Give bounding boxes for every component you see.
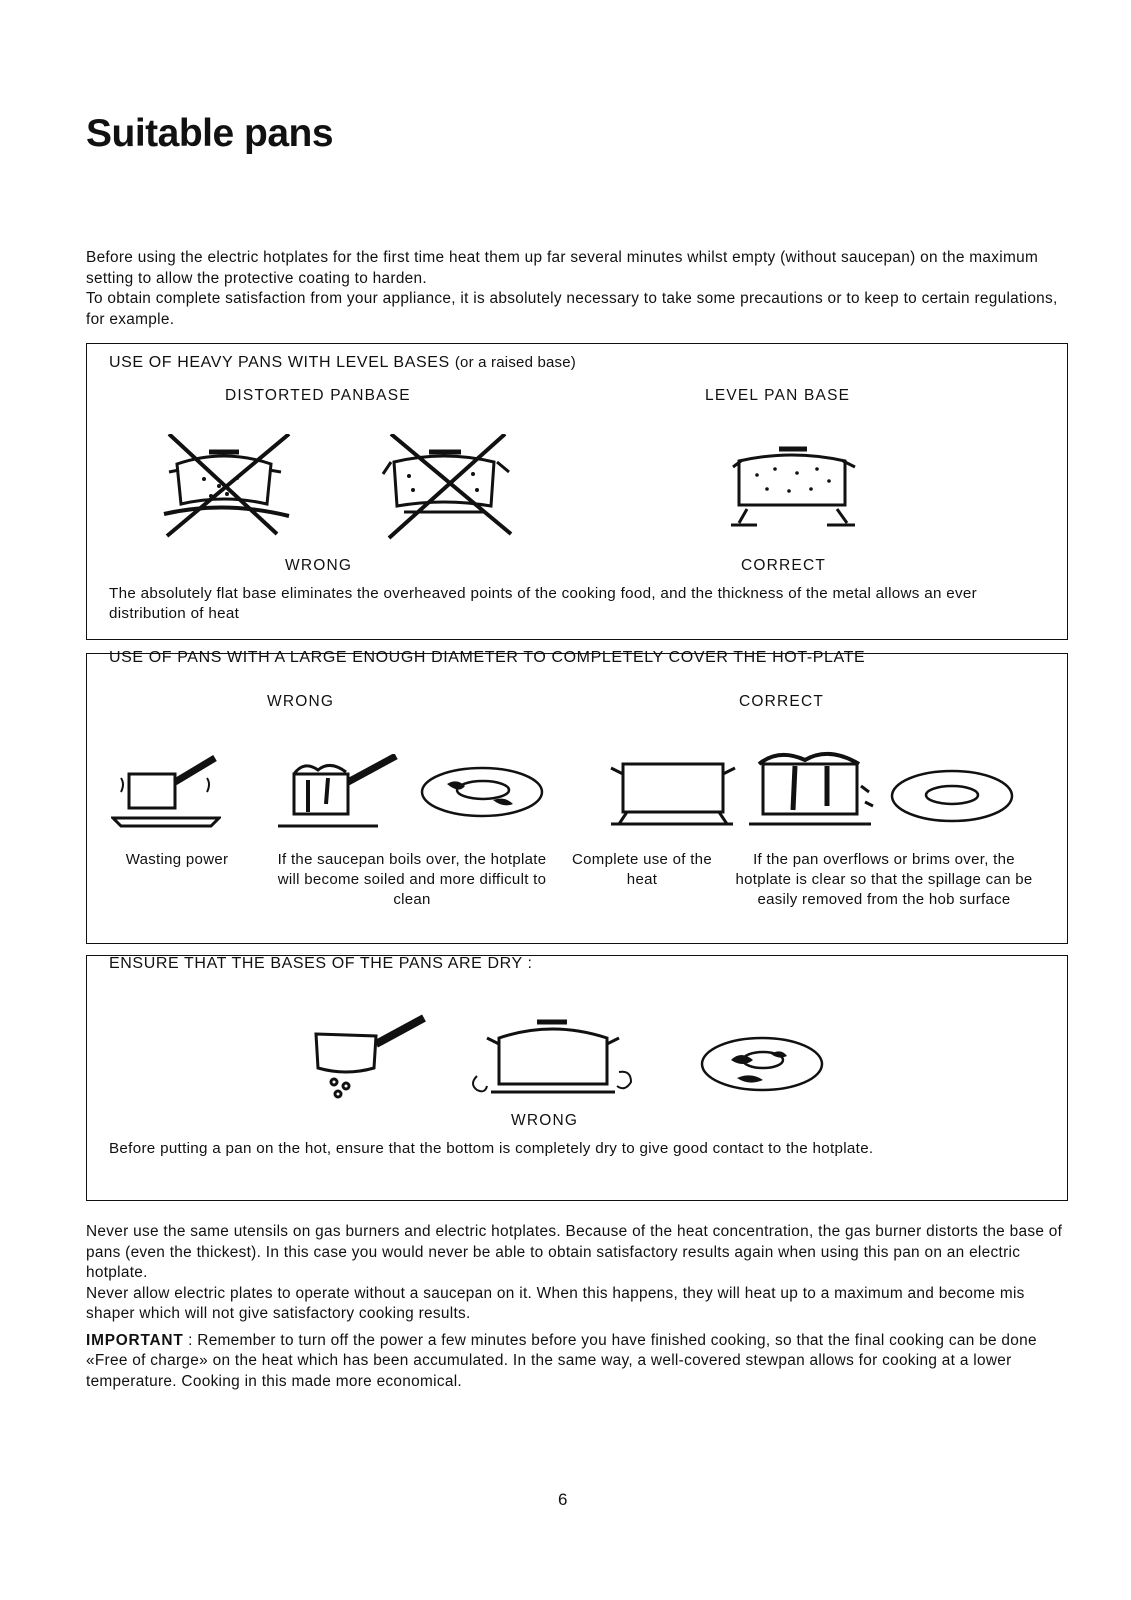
- intro-paragraph: Before using the electric hotplates for the first time heat them up far several minutes whilst empty (without saucepan) on the maximum setting to allow the protective coating to harden.: [86, 249, 1039, 287]
- section-heading-sub: (or a raised base): [454, 354, 576, 371]
- large-pan-overflow-icon: [735, 746, 885, 836]
- verdict-wrong: WRONG: [511, 1112, 579, 1129]
- caption-wasting-power: Wasting power: [125, 851, 229, 868]
- footer-paragraph: Never use the same utensils on gas burners and electric hotplates. Because of the heat concentration, the gas burner distorts the base of pans (even the thickest). In this case you would never be able to obtain satisfactory results again when using this pan on an electric hotplate.: [86, 1223, 1063, 1281]
- label-level: LEVEL PAN BASE: [705, 387, 851, 404]
- distorted-pan-wrong-icon: [149, 434, 299, 544]
- small-pan-wasting-icon: [111, 752, 221, 830]
- intro-paragraph: To obtain complete satisfaction from your appliance, it is absolutely necessary to take some precautions or to keep to certain regulations, for example.: [86, 290, 1058, 328]
- section-heading-main: USE OF HEAVY PANS WITH LEVEL BASES: [109, 354, 450, 371]
- caption-complete-use: Complete use of the heat: [572, 851, 712, 888]
- large-pan-correct-icon: [597, 754, 747, 834]
- section-description: The absolutely flat base eliminates the overheaved points of the cooking food, and the thickness of the metal allows an ever distribution of heat: [109, 585, 977, 622]
- verdict-wrong: WRONG: [285, 557, 353, 574]
- wet-saucepan-icon: [312, 1014, 432, 1104]
- verdict-correct: CORRECT: [741, 557, 827, 574]
- section-pan-diameter: [86, 649, 1068, 944]
- level-pan-correct-icon: [717, 439, 867, 534]
- pan-boils-over-icon: [272, 754, 407, 832]
- section-heading: [109, 352, 576, 373]
- section-heading: USE OF PANS WITH A LARGE ENOUGH DIAMETER TO COMPLETELY COVER THE HOT-PLATE: [109, 649, 866, 666]
- important-text: : Remember to turn off the power a few minutes before you have finished cooking, so that the final cooking can be done «Free of charge» on the heat which has been accumulated. In the same way, a well-covered stewpan allows for cooking at a lower temperature. Cooking in this made more economical.: [86, 1331, 1037, 1390]
- label-wrong: WRONG: [267, 693, 335, 710]
- wet-pot-icon: [467, 1014, 637, 1104]
- important-label: IMPORTANT: [86, 1331, 184, 1349]
- label-distorted: DISTORTED PANBASE: [225, 387, 411, 404]
- intro-text: [86, 248, 1071, 330]
- wet-hotplate-icon: [697, 1034, 827, 1096]
- clean-hotplate-icon: [887, 766, 1017, 828]
- raised-pan-wrong-icon: [369, 434, 519, 544]
- section-heading: ENSURE THAT THE BASES OF THE PANS ARE DRY :: [109, 955, 533, 972]
- page-title: Suitable pans: [86, 112, 334, 155]
- soiled-hotplate-icon: [417, 762, 547, 824]
- footer-paragraph: Never allow electric plates to operate without a saucepan on it. When this happens, they will heat up to a maximum and become mis shaper which will not give satisfactory cooking results.: [86, 1284, 1025, 1322]
- important-paragraph: [86, 1331, 1071, 1393]
- label-correct: CORRECT: [739, 693, 825, 710]
- caption-boils-over: If the saucepan boils over, the hotplate will become soiled and more difficult to clean: [277, 851, 547, 908]
- page-number: 6: [558, 1490, 568, 1509]
- section-description: Before putting a pan on the hot, ensure that the bottom is completely dry to give good contact to the hotplate.: [109, 1140, 874, 1157]
- footer-text: [86, 1222, 1071, 1398]
- section-dry-bases: [86, 955, 1068, 1201]
- section-level-bases: [86, 343, 1068, 640]
- caption-overflow: If the pan overflows or brims over, the hotplate is clear so that the spillage can be easily removed from the hob surface: [735, 851, 1033, 908]
